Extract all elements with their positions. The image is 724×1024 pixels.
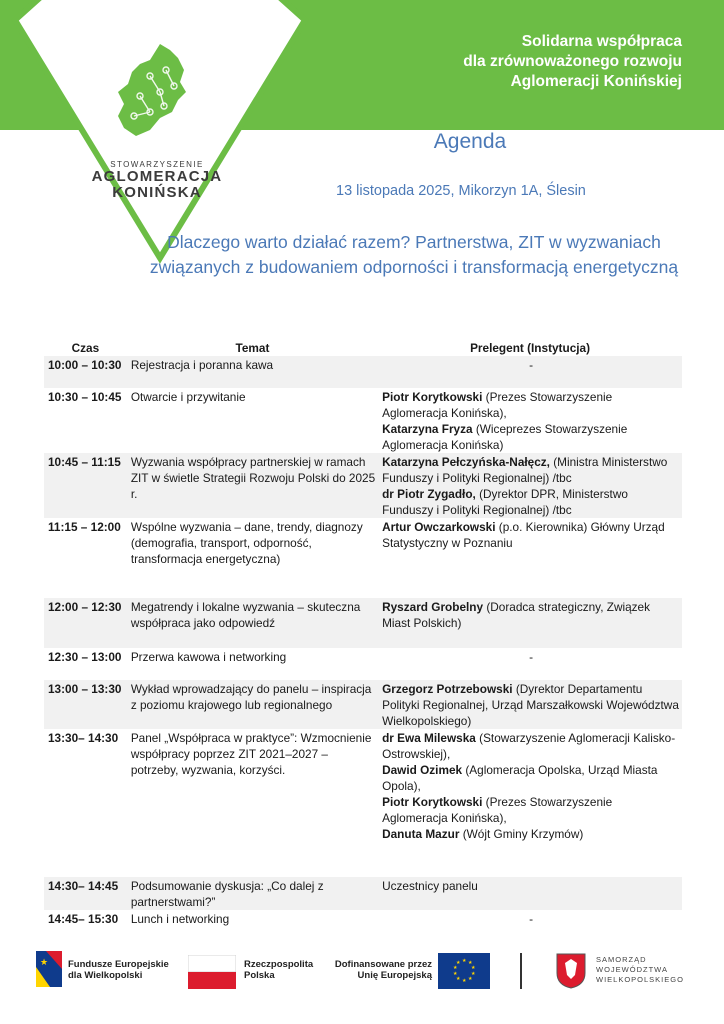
speaker-affiliation: (Dyrektor DPR, Ministerstwo Funduszy i Polityki Regionalnej) /tbc: [382, 487, 628, 517]
event-date: 13 listopada 2025, Mikorzyn 1A, Ślesin: [336, 183, 586, 199]
table-row: [44, 356, 682, 388]
logo-line1: AGLOMERACJA: [91, 168, 223, 185]
cell-speakers: [378, 518, 682, 598]
cell-topic: Panel „Współpraca w praktyce”: Wzmocnienie współpracy poprzez ZIT 2021–2027 – potrzeby, wyzwania, korzyści.: [127, 729, 378, 877]
cell-topic: Otwarcie i przywitanie: [127, 388, 378, 453]
speaker-entry: [382, 730, 680, 762]
logo-line2: KONIŃSKA: [112, 184, 202, 201]
cell-topic: Podsumowanie dyskusja: „Co dalej z partnerstwami?”: [127, 877, 378, 910]
speaker-entry: [382, 357, 680, 373]
agenda-table: [44, 338, 682, 942]
speaker-entry: [382, 486, 680, 518]
svg-text:★: ★: [462, 978, 467, 984]
logo-text: [62, 160, 252, 201]
svg-text:★: ★: [468, 960, 473, 966]
table-row: [44, 680, 682, 729]
table-row: [44, 518, 682, 598]
speaker-affiliation: (Ministra Ministerstwo Funduszy i Polityki Regionalnej) /tbc: [382, 455, 668, 485]
cell-speakers: [378, 877, 682, 910]
column-header-speakers: Prelegent (Instytucja): [470, 341, 591, 355]
table-row: [44, 729, 682, 877]
fe-logo: [36, 951, 62, 992]
speaker-name: Dawid Ozimek: [382, 763, 463, 777]
logo-small: STOWARZYSZENIE: [110, 160, 204, 169]
cell-time: 13:30– 14:30: [44, 729, 127, 877]
speaker-entry: [382, 878, 680, 894]
speaker-entry: [382, 454, 680, 486]
cell-time: 11:15 – 12:00: [44, 518, 127, 598]
table-row: [44, 910, 682, 942]
cell-topic: Przerwa kawowa i networking: [127, 648, 378, 680]
speaker-affiliation: (Wiceprezes Stowarzyszenie Aglomeracja Konińska): [382, 422, 628, 452]
cell-topic: Rejestracja i poranna kawa: [127, 356, 378, 388]
speaker-name: dr Ewa Milewska: [382, 731, 476, 745]
speaker-entry: [382, 762, 680, 794]
svg-text:★: ★: [456, 960, 461, 966]
speaker-affiliation: (p.o. Kierownika) Główny Urząd Statystyczny w Poznaniu: [382, 520, 665, 550]
speaker-affiliation: (Stowarzyszenie Aglomeracji Kalisko-Ostrowskiej),: [382, 731, 676, 761]
speaker-affiliation: -: [529, 912, 534, 926]
speaker-affiliation: -: [529, 650, 534, 664]
cell-speakers: [378, 453, 682, 518]
speaker-affiliation: -: [529, 358, 534, 372]
cell-speakers: [378, 729, 682, 877]
cell-time: 10:30 – 10:45: [44, 388, 127, 453]
fe-flag-icon: [36, 951, 62, 987]
table-row: [44, 598, 682, 648]
svg-text:★: ★: [40, 957, 49, 967]
eu-flag-icon: [438, 953, 490, 994]
speaker-affiliation: (Dyrektor Departamentu Polityki Regionalnej, Urząd Marszałkowski Województwa Wielkopolskiego): [382, 682, 679, 728]
header-title: [463, 32, 682, 92]
speaker-entry: [382, 826, 680, 842]
speaker-name: dr Piotr Zygadło,: [382, 487, 476, 501]
page-title: Agenda: [433, 130, 507, 153]
cell-time: 12:30 – 13:00: [44, 648, 127, 680]
table-row: [44, 648, 682, 680]
speaker-entry: [382, 421, 680, 453]
speaker-name: Ryszard Grobelny: [382, 600, 484, 614]
cell-topic: Megatrendy i lokalne wyzwania – skuteczna współpraca jako odpowiedź: [127, 598, 378, 648]
table-row: [44, 877, 682, 910]
cell-topic: Wspólne wyzwania – dane, trendy, diagnozy (demografia, transport, odporność, transformacja energetyczna): [127, 518, 378, 598]
cell-time: 12:00 – 12:30: [44, 598, 127, 648]
table-row: [44, 453, 682, 518]
cell-speakers: [378, 598, 682, 648]
cell-time: 13:00 – 13:30: [44, 680, 127, 729]
coat-of-arms-icon: [556, 953, 586, 994]
column-header-time: Czas: [71, 341, 100, 355]
cell-speakers: [378, 680, 682, 729]
eu-label: Dofinansowane przez Unię Europejską: [334, 959, 432, 981]
speaker-entry: [382, 599, 680, 631]
cell-topic: Lunch i networking: [127, 910, 378, 942]
svg-text:★: ★: [471, 971, 476, 977]
table-row: [44, 388, 682, 453]
svg-text:★: ★: [468, 976, 473, 982]
header-line-1: Solidarna współpraca: [521, 33, 682, 50]
speaker-affiliation: (Prezes Stowarzyszenie Aglomeracja Konińska),: [382, 390, 613, 420]
header-line-2: dla zrównoważonego rozwoju: [463, 53, 682, 70]
svg-text:★: ★: [453, 965, 458, 971]
cell-speakers: [378, 356, 682, 388]
cell-time: 14:45– 15:30: [44, 910, 127, 942]
svg-text:★: ★: [462, 958, 467, 964]
cell-speakers: [378, 648, 682, 680]
speaker-entry: [382, 681, 680, 729]
fe-label: Fundusze Europejskie dla Wielkopolski: [68, 959, 169, 981]
speaker-affiliation: (Aglomeracja Opolska, Urząd Miasta Opola),: [382, 763, 658, 793]
event-subtitle: Dlaczego warto działać razem? Partnerstwa, ZIT w wyzwaniach związanych z budowaniem odporności i transformacją energetyczną: [149, 232, 679, 277]
cell-topic: Wyzwania współpracy partnerskiej w ramach ZIT w świetle Strategii Rozwoju Polski do 2025 r.: [127, 453, 378, 518]
cell-time: 10:00 – 10:30: [44, 356, 127, 388]
speaker-entry: [382, 794, 680, 826]
footer-divider: [520, 953, 522, 989]
footer-logos: [0, 945, 724, 1024]
sw-label: SAMORZĄD WOJEWÓDZTWA WIELKOPOLSKIEGO: [596, 955, 684, 984]
speaker-affiliation: (Doradca strategiczny, Związek Miast Polskich): [382, 600, 651, 630]
pl-flag-icon: [188, 955, 236, 994]
speaker-name: Katarzyna Pełczyńska-Nałęcz,: [382, 455, 550, 469]
cell-speakers: [378, 910, 682, 942]
speaker-name: Grzegorz Potrzebowski: [382, 682, 513, 696]
column-header-topic: Temat: [235, 341, 270, 355]
speaker-name: Artur Owczarkowski: [382, 520, 496, 534]
speaker-name: Piotr Korytkowski: [382, 390, 483, 404]
speaker-entry: [382, 519, 680, 551]
rp-label: Rzeczpospolita Polska: [244, 959, 314, 981]
speaker-affiliation: Uczestnicy panelu: [382, 879, 478, 893]
svg-text:★: ★: [456, 976, 461, 982]
svg-text:★: ★: [453, 971, 458, 977]
header-line-3: Aglomeracji Konińskiej: [510, 73, 682, 90]
speaker-entry: [382, 911, 680, 927]
cell-speakers: [378, 388, 682, 453]
speaker-entry: [382, 389, 680, 421]
speaker-affiliation: (Prezes Stowarzyszenie Aglomeracja Konińska),: [382, 795, 613, 825]
speaker-entry: [382, 649, 680, 665]
speaker-name: Piotr Korytkowski: [382, 795, 483, 809]
cell-time: 14:30– 14:45: [44, 877, 127, 910]
speaker-affiliation: (Wójt Gminy Krzymów): [459, 827, 584, 841]
speaker-name: Katarzyna Fryza: [382, 422, 473, 436]
svg-text:★: ★: [471, 965, 476, 971]
speaker-name: Danuta Mazur: [382, 827, 460, 841]
cell-time: 10:45 – 11:15: [44, 453, 127, 518]
cell-topic: Wykład wprowadzający do panelu – inspiracja z poziomu krajowego lub regionalnego: [127, 680, 378, 729]
